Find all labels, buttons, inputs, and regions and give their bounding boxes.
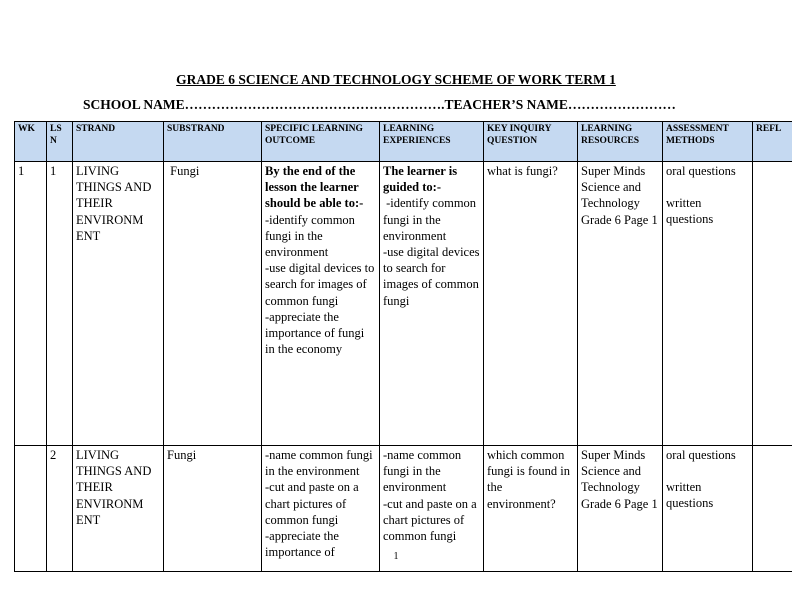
experience-intro: The learner is guided to:- (383, 164, 458, 195)
assessment-item: oral questions (666, 448, 736, 462)
outcome-line: -cut and paste on a chart pictures of common fungi (265, 480, 359, 527)
cell-experiences (380, 162, 484, 446)
cell-resources: Super Minds Science and Technology Grade 6 Page 1 (578, 446, 663, 572)
header-resources: LEARNING RESOURCES (578, 122, 663, 162)
header-outcome: SPECIFIC LEARNING OUTCOME (262, 122, 380, 162)
header-experiences: LEARNING EXPERIENCES (380, 122, 484, 162)
cell-strand: LIVING THINGS AND THEIR ENVIRONM ENT (73, 446, 164, 572)
outcome-line: -name common fungi in the environment (265, 448, 373, 479)
table-header-row (15, 122, 792, 162)
cell-lsn: 1 (47, 162, 73, 446)
assessment-item: written questions (666, 480, 714, 511)
cell-substrand: Fungi (164, 446, 262, 572)
header-strand: STRAND (73, 122, 164, 162)
assessment-item: oral questions (666, 164, 736, 178)
page-number: 1 (393, 551, 399, 562)
cell-inquiry-question: which common fungi is found in the environment? (484, 446, 578, 572)
outcome-line: -appreciate the importance of fungi in the economy (265, 309, 365, 357)
cell-assessment (663, 162, 753, 446)
table-row (15, 162, 792, 446)
cell-resources: Super Minds Science and Technology Grade 6 Page 1 (578, 162, 663, 446)
outcome-line: -appreciate the importance of (265, 529, 339, 560)
header-wk: WK (15, 122, 47, 162)
school-teacher-line: SCHOOL NAME………………………………………………….TEACHER’S NAME…………………… (83, 97, 676, 112)
header-reflection: REFL (753, 122, 792, 162)
cell-outcome (262, 162, 380, 446)
experience-line: -identify common fungi in the environment (383, 196, 480, 243)
cell-inquiry-question: what is fungi? (484, 162, 578, 446)
experience-line: -use digital devices to search for images of common fungi (383, 245, 480, 308)
outcome-line: -identify common fungi in the environment (265, 212, 355, 260)
cell-strand: LIVING THINGS AND THEIR ENVIRONM ENT (73, 162, 164, 446)
cell-reflection (753, 162, 792, 446)
experience-line: -cut and paste on a chart pictures of common fungi (383, 496, 477, 544)
cell-substrand: Fungi (164, 162, 262, 446)
document-title: GRADE 6 SCIENCE AND TECHNOLOGY SCHEME OF WORK TERM 1 (176, 72, 616, 87)
experience-line: -name common fungi in the environment (383, 448, 462, 495)
outcome-intro: By the end of the lesson the learner should be able to:- (265, 164, 364, 211)
assessment-item: written questions (666, 196, 714, 227)
header-substrand: SUBSTRAND (164, 122, 262, 162)
cell-lsn: 2 (47, 446, 73, 572)
cell-wk: 1 (15, 162, 47, 446)
scheme-of-work-table (14, 121, 792, 572)
outcome-line: -use digital devices to search for images of common fungi (265, 261, 375, 308)
header-inquiry-question: KEY INQUIRY QUESTION (484, 122, 578, 162)
header-assessment: ASSESSMENT METHODS (663, 122, 753, 162)
header-lsn: LS N (47, 122, 73, 162)
